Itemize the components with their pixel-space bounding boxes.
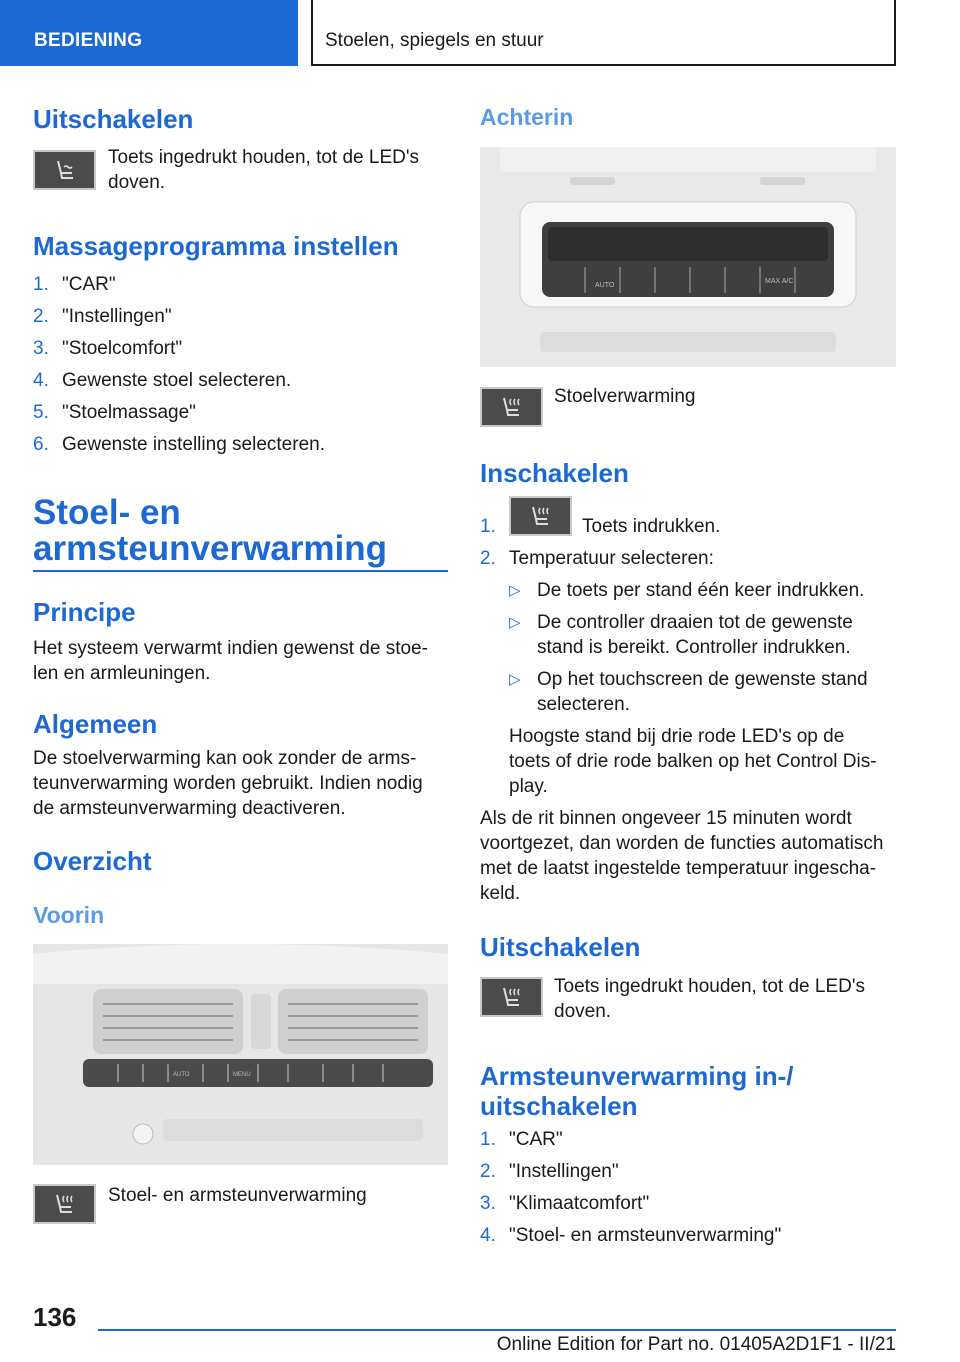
front-console-photo (33, 944, 448, 1165)
step1-text: Toets indrukken. (582, 516, 721, 537)
edition-text: Online Edition for Part no. 01405A2D1F1 - II/21 (496, 1334, 896, 1355)
heading-overzicht: Overzicht (33, 846, 152, 876)
seat-heating-icon (509, 496, 572, 536)
main-title-line1: Stoel- en (33, 493, 181, 532)
principe-text: Het systeem verwarmt indien gewenst de stoe-len en armleuningen. (33, 638, 428, 684)
seat-heating-icon (480, 977, 543, 1017)
main-title-line2: armsteunverwarming (33, 529, 388, 568)
list-item: 4. "Stoel- en armsteunverwarming" (480, 1225, 782, 1246)
voorin-caption: Stoel- en armsteunverwarming (108, 1185, 367, 1206)
seat-heating-icon (480, 387, 543, 427)
svg-text:AUTO: AUTO (173, 1072, 190, 1078)
list-item: 3. "Stoelcomfort" (33, 338, 183, 359)
arm-steps (480, 1127, 896, 1255)
heading-arm-line2: uitschakelen (480, 1091, 638, 1121)
svg-text:MAX A/C: MAX A/C (765, 278, 794, 285)
heading-uitschakelen: Uitschakelen (33, 104, 194, 134)
list-item: 2. "Instellingen" (480, 1161, 619, 1182)
section-tab: BEDIENING (0, 0, 298, 66)
list-item: ▷ De controller draaien tot de gewenste stand is bereikt. Controller indrukken. (509, 612, 853, 658)
heading-uitschakelen-right: Uitschakelen (480, 932, 641, 962)
heading-algemeen: Algemeen (33, 709, 158, 739)
list-item: 6. Gewenste instelling selecteren. (33, 434, 325, 455)
bullet-triangle-icon: ▷ (509, 671, 521, 688)
massage-steps (33, 272, 448, 464)
footer-rule (98, 1329, 896, 1331)
seat-heating-icon (33, 1184, 96, 1224)
uitschakelen-text: Toets ingedrukt houden, tot de LED's doven. (108, 147, 419, 193)
hoogste-text: Hoogste stand bij drie rode LED's op de toets of drie rode balken op het Control Dis-play. (509, 726, 877, 797)
heading-voorin: Voorin (33, 902, 105, 928)
svg-text:MENU: MENU (233, 1072, 251, 1078)
heading-inschakelen: Inschakelen (480, 458, 629, 488)
step-number: 2. (480, 548, 496, 569)
step2-text: Temperatuur selecteren: (509, 548, 714, 569)
list-item: ▷ De toets per stand één keer indrukken. (509, 580, 865, 601)
temperature-options (509, 578, 896, 724)
algemeen-text: De stoelverwarming kan ook zonder de arms-teunverwarming worden gebruikt. Indien nodig de armsteunverwarming deactiveren. (33, 748, 423, 819)
step-number: 1. (480, 516, 496, 537)
heading-massage: Massageprogramma instellen (33, 231, 399, 261)
page-number: 136 (33, 1302, 77, 1332)
list-item: 3. "Klimaatcomfort" (480, 1193, 650, 1214)
title-underline (33, 570, 448, 572)
rear-console-photo (480, 147, 896, 367)
achterin-caption: Stoelverwarming (554, 386, 696, 407)
chapter-title: Stoelen, spiegels en stuur (311, 0, 896, 66)
uitschakelen-right-text: Toets ingedrukt houden, tot de LED's doven. (554, 976, 865, 1022)
heading-principe: Principe (33, 597, 136, 627)
seat-massage-off-icon (33, 150, 96, 190)
rit-text: Als de rit binnen ongeveer 15 minuten wordt voortgezet, dan worden de functies automatisch met de laatst ingestelde temperatuur ingescha-keld. (480, 808, 884, 904)
list-item: 4. Gewenste stoel selecteren. (33, 370, 292, 391)
bullet-triangle-icon: ▷ (509, 582, 521, 599)
list-item: 2. "Instellingen" (33, 306, 172, 327)
svg-text:AUTO: AUTO (595, 282, 615, 289)
list-item: 1. "CAR" (480, 1129, 563, 1150)
list-item: 5. "Stoelmassage" (33, 402, 196, 423)
list-item: ▷ Op het touchscreen de gewenste stand selecteren. (509, 669, 868, 715)
heading-achterin: Achterin (480, 104, 574, 130)
bullet-triangle-icon: ▷ (509, 614, 521, 631)
heading-arm-line1: Armsteunverwarming in-/ (480, 1061, 794, 1091)
list-item: 1. "CAR" (33, 274, 116, 295)
